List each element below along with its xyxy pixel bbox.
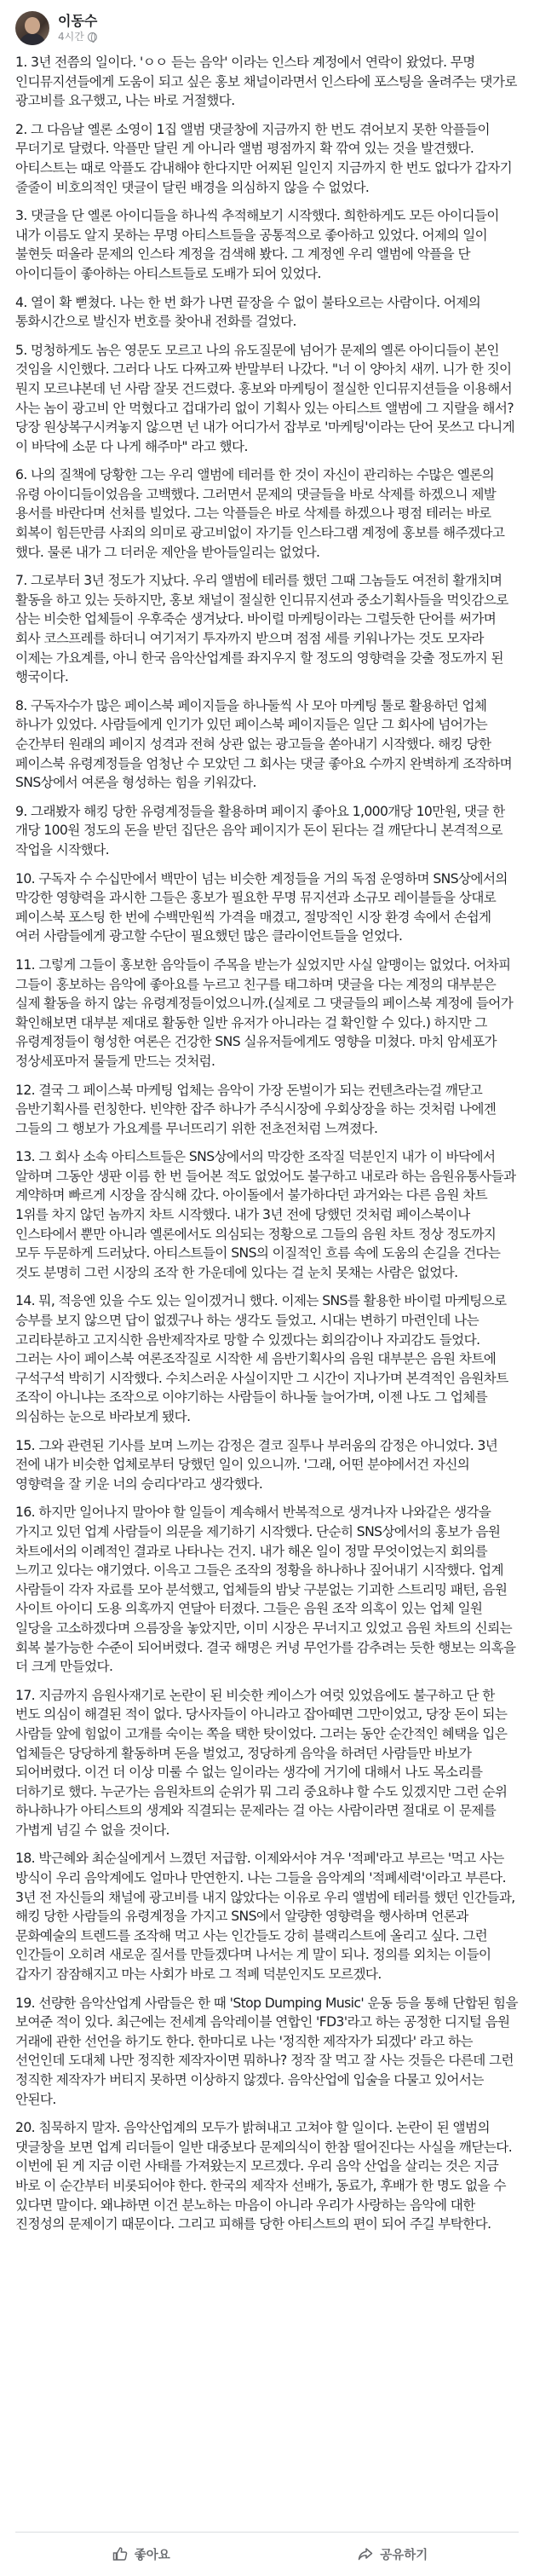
- post-paragraph: 20. 침묵하지 말자. 음악산업계의 모두가 밝혀내고 고쳐야 할 일이다. 논란이 된 앨범의 댓글창을 보면 업계 리더들이 일반 대중보다 문제의식이 한참 떨어진다는 사실을 깨닫는다. 이번에 된 게 지금 이런 사태를 가져왔는지 모르겠다. 우리 음악 산업을 살리는 것은 지금 바로 이 순간부터 비롯되어야 한다. 한국의 제작자 선배가, 동료가, 후배가 한 명도 없을 수 있다면 말이다. 왜냐하면 이건 분노하는 마음이 아니라 우리가 사랑하는 음악에 대한 진정성의 문제이기 때문이다. 그리고 피해를 당한 아티스트의 편이 되어 주길 부탁한다.: [15, 2120, 513, 2232]
- post-paragraph: 19. 선량한 음악산업계 사람들은 한 때 'Stop Dumping Music' 운동 등을 통해 단합된 힘을 보여준 적이 있다. 최근에는 전세계 음악레이블 연합인 'FD3'라고 하는 공정한 디지털 음원 거래에 관한 선언을 하기도 한다. 한마디로 나는 '정직한 제작자가 되겠다' 라고 하는 선언인데 도대체 나만 정직한 제작자이면 뭐하나? 정작 잘 먹고 잘 사는 것들은 다른데 그런 정직한 제작자가 버티지 못하면 이상하지 않겠다. 음악산업에 입술을 다물고 있어서는 안된다.: [15, 1995, 518, 2107]
- post-paragraph: 14. 뭐, 적응엔 있을 수도 있는 일이겠거니 했다. 이제는 SNS를 활용한 바이럴 마케팅으로 승부를 보지 않으면 답이 없겠구나 하는 생각도 들었고. 시대는 변하기 마련인데 나는 고리타분하고 고지식한 음반제작자로 망할 수 있겠다는 회의감이나 자괴감도 들었다. 그러는 사이 페이스북 여론조작질로 시작한 세 음반기획사의 음원 대부분은 음원 차트에 구석구석 박히기 시작했다. 수치스러운 사실이지만 그 시간이 지나가며 본격적인 음원차트 조작이 아니냐는 조작으로 이야기하는 사람들이 하나둘 늘어가며, 이젠 나도 그 업체를 의심하는 눈으로 바라보게 됐다.: [15, 1293, 508, 1424]
- globe-icon: [88, 32, 97, 42]
- post-paragraph: 3. 댓글을 단 옐론 아이디들을 하나씩 추적해보기 시작했다. 희한하게도 모든 아이디들이 내가 이름도 알지 못하는 무명 아티스트들을 공통적으로 좋아하고 있었다. 어제의 일이 불현듯 떠올라 문제의 인스타 계정을 검색해 봤다. 그 계정엔 우리 앨범에 악플을 단 아이디들이 좋아하는 아티스트들로 도배가 되어 있었다.: [15, 208, 499, 281]
- post-body: [15, 53, 519, 2234]
- post-paragraph: 9. 그래봤자 해킹 당한 유령계정들을 활용하며 페이지 좋아요 1,000개당 10만원, 댓글 한 개당 100원 정도의 돈을 받던 집단은 음악 페이지가 돈이 된다는 걸 깨닫다니 본격적으로 작업을 시작했다.: [15, 803, 505, 858]
- author-avatar[interactable]: [15, 11, 49, 45]
- post-paragraph: 2. 그 다음날 옐론 소영이 1집 앨범 댓글창에 지금까지 한 번도 겪어보지 못한 악플들이 무더기로 달렸다. 악플만 달린 게 아니라 앨범 평점까지 확 깎여 있는 것을 발견했다. 아티스트는 때로 악플도 감내해야 한다지만 어찌된 일인지 지금까지 한 번도 없다가 갑자기 줄줄이 비호의적인 댓글이 달린 배경을 의심하지 않을 수 없었다.: [15, 121, 513, 195]
- post-paragraph: 16. 하지만 일어나지 말아야 할 일들이 계속해서 반복적으로 생겨나자 나와같은 생각을 가지고 있던 업계 사람들이 의문을 제기하기 시작했다. 단순히 SNS상에서의 홍보가 음원 차트에서의 이례적인 결과로 나타나는 건지. 내가 해온 일이 정말 무엇이었는지 회의를 느끼고 있다는 얘기였다. 이윽고 그들은 조작의 정황을 하나하나 짚어내기 시작했다. 업계 사람들이 각자 자료를 모아 분석했고, 업체들의 밤낮 구분없는 기괴한 스트리밍 패턴, 음원 사이트 아이디 도용 의혹까지 연달아 터졌다. 그들은 음원 조작 의혹이 있는 업체 일원 일당을 고소하겠다며 으름장을 놓았지만, 이미 시장은 무너지고 있었고 음원 차트의 신뢰는 회복 불가능한 수준이 되어버렸다. 결국 해명은 커녕 무언가를 감추려는 듯한 행보는 의혹을 더 크게 만들었다.: [15, 1505, 516, 1675]
- share-button[interactable]: [267, 2535, 520, 2573]
- post-meta: [58, 13, 97, 43]
- actions-divider: [15, 2532, 519, 2533]
- post-paragraph: 11. 그렇게 그들이 홍보한 음악들이 주목을 받는가 싶었지만 사실 알맹이는 없었다. 어차피 그들이 홍보하는 음악에 좋아요를 누르고 친구를 태그하며 댓글을 다는 계정의 대부분은 실제 활동을 하지 않는 유령계정들이었으니까.(실제로 그 댓글들의 페이스북 계정에 들어가 확인해보면 대부분 제대로 활동한 일반 유저가 아니라는 걸 확인할 수 있다.) 하지만 그 유령계정들이 형성한 여론은 건강한 SNS 실유저들에게도 영향을 미쳤다. 마치 암세포가 정상세포마저 물들게 만드는 것처럼.: [15, 956, 514, 1069]
- post-paragraph: 13. 그 회사 소속 아티스트들은 SNS상에서의 막강한 조작질 덕분인지 내가 이 바닥에서 알하며 그동안 생판 이름 한 번 들어본 적도 없었어도 불구하고 내로라 하는 음원유통사들과 계약하며 빠르게 시장을 잠식해 갔다. 아이돌에서 불가하다던 과거와는 다른 음원 차트 1위를 차지 않던 놈까지 차트 시작했다. 내가 3년 전에 당했던 것처럼 페이스북이나 인스타에서 뿐만 아니라 옐론에서도 의심되는 정황으로 그들의 음원 차트 정상 정도까지 모두 두문하게 드러났다. 아티스트들이 SNS의 이질적인 흐름 속에 도움의 손길을 건다는 것도 분명히 그런 시장의 조작 한 가운데에 있다는 걸 눈치 못채는 사람은 없었다.: [15, 1149, 516, 1280]
- like-label: 좋아요: [134, 2548, 170, 2562]
- post-paragraph: 7. 그로부터 3년 정도가 지났다. 우리 앨범에 테러를 했던 그때 그놈들도 여전히 활개치며 활동을 하고 있는 듯하지만, 홍보 채널이 절실한 인디뮤지션과 중소기획사들을 먹잇감으로 삼는 비슷한 업체들이 우후죽순 생겨났다. 바이럴 마케팅이라는 그럴듯한 단어를 써가며 회사 코스프레를 하더니 여기저기 투자까지 받으며 점점 세를 키워나가는 것도 모자라 이제는 가요계를, 아니 한국 음악산업계를 좌지우지 할 정도의 영향력을 갖출 정도까지 된 행국이다.: [15, 573, 508, 685]
- post-paragraph: 4. 열이 확 뻗쳤다. 나는 한 번 화가 나면 끝장을 수 없이 불타오르는 사람이다. 어제의 통화시간으로 발신자 번호를 찾아내 전화를 걸었다.: [15, 294, 481, 330]
- like-button[interactable]: [15, 2535, 267, 2573]
- post-paragraph: 8. 구독자수가 많은 페이스북 페이지들을 하나둘씩 사 모아 마케팅 툴로 활용하던 업체 하나가 있었다. 사람들에게 인기가 있던 페이스북 페이지들은 일단 그 회사에 넘어가는 순간부터 원래의 페이지 성격과 전혀 상관 없는 광고들을 쏟아내기 시작했다. 해킹 당한 페이스북 유령계정들을 엄청난 수 모았던 그 회사는 댓글 좋아요 수까지 완벽하게 조작하며 SNS상에서 여론을 형성하는 힘을 키워갔다.: [15, 697, 513, 791]
- post-paragraph: 6. 나의 질책에 당황한 그는 우리 앨범에 테러를 한 것이 자신이 관리하는 수많은 옐론의 유령 아이디들이었음을 고백했다. 그러면서 문제의 댓글들을 바로 삭제를 하겠으니 제발 용서를 바란다며 선처를 빌었다. 그는 악플들은 바로 삭제를 하겠으나 평점 테러는 바로 회복이 힘든만큼 사죄의 의미로 광고비없이 자기들 인스타그램 계정에 홍보를 해주겠다고 했다. 물론 내가 그 더러운 제안을 받아들일리는 없었다.: [15, 467, 505, 560]
- post-paragraph: 12. 결국 그 페이스북 마케팅 업체는 음악이 가장 돈벌이가 되는 컨텐츠라는걸 깨닫고 음반기획사를 런칭한다. 빈약한 잡주 하나가 주식시장에 우회상장을 하는 것처럼 나에겐 그들의 그 행보가 가요계를 무너뜨리기 위한 전초전처럼 느껴졌다.: [15, 1082, 497, 1136]
- share-icon: [358, 2546, 373, 2562]
- post-actions-bar: [15, 2535, 519, 2573]
- post-timestamp[interactable]: 4시간: [58, 31, 84, 43]
- share-label: 공유하기: [380, 2548, 428, 2562]
- post-paragraph: 10. 구독자 수 수십만에서 백만이 넘는 비슷한 계정들을 거의 독점 운영하며 SNS상에서의 막강한 영향력을 과시한 그들은 홍보가 필요한 무명 뮤지션과 소규모 레이블들을 상대로 페이스북 포스팅 한 번에 수백만원씩 가격을 매겼고, 절망적인 시장 환경 속에서 손쉽게 여러 사람들에게 광고할 수단이 필요했던 많은 클라이언트들을 얻었다.: [15, 870, 508, 944]
- thumbs-up-icon: [112, 2546, 128, 2562]
- post-paragraph: 5. 멍청하게도 놈은 영문도 모르고 나의 유도질문에 넘어가 문제의 옐론 아이디들이 본인 것임을 시인했다. 그러다 나도 다짜고짜 반말부터 나갔다. "너 이 양아치 새끼. 니가 한 짓이 뭔지 모르냐본데 넌 사람 잘못 건드렸다. 홍보와 마케팅이 절실한 인디뮤지션들을 이용해서 사는 놈이 광고비 안 먹혔다고 겁대가리 없이 기획사 있는 아티스트 앨범에 그 지랄을 해서? 당장 원상복구시켜놓지 않으면 넌 내가 어디가서 잡부로 '마케팅'이라는 단어 못쓰고 다니게 이 바닥에 소문 다 나게 해주마" 라고 했다.: [15, 342, 515, 454]
- author-name[interactable]: 이동수: [58, 13, 98, 29]
- post-paragraph: 15. 그와 관련된 기사를 보며 느끼는 감정은 결코 질투나 부러움의 감정은 아니었다. 3년 전에 내가 비슷한 업체로부터 당했던 일이 있으니까. '그래, 어떤 분야에서건 자신의 영향력을 잘 키운 너의 승리다'라고 생각했다.: [15, 1437, 498, 1492]
- post-paragraph: 17. 지금까지 음원사재기로 논란이 된 비슷한 케이스가 여럿 있었음에도 불구하고 단 한 번도 의심이 해결된 적이 없다. 당사자들이 아니라고 잡아떼면 그만이었고, 당장 돈이 되는 사람들 앞에 힘없이 고개를 숙이는 쪽을 택한 탓이었다. 그러는 동안 순간적인 혜택을 입은 업체들은 당당하게 활동하며 돈을 벌었고, 정당하게 음악을 하려던 사람들만 바보가 되어버렸다. 이건 더 이상 미룰 수 없는 일이라는 생각에 거기에 대해서 나도 목소리를 더하기로 했다. 누군가는 음원차트의 순위가 뭐 그리 중요하냐 할 수도 있겠지만 그런 순위 하나하나가 아티스트의 생계와 직결되는 문제라는 걸 아는 사람이라면 절대로 이 문제를 가볍게 넘길 수 없을 것이다.: [15, 1687, 508, 1838]
- post-paragraph: 1. 3년 전쯤의 일이다. 'ㅇㅇ 듣는 음악' 이라는 인스타 계정에서 연락이 왔었다. 무명 인디뮤지션들에게 도움이 되고 싶은 홍보 채널이라면서 인스타에 포스팅을 올려주는 댓가로 광고비를 요구했고, 나는 바로 거절했다.: [15, 55, 517, 109]
- post-time-row: [58, 30, 97, 43]
- post-paragraph: 18. 박근혜와 최순실에게서 느꼈던 저급함. 이제와서야 겨우 '적폐'라고 부르는 '먹고 사는 방식이 우리 음악계에도 얼마나 만연한지. 나는 그들을 음악계의 '적폐세력'이라고 부른다. 3년 전 자신들의 채널에 광고비를 내지 않았다는 이유로 우리 앨범에 테러를 했던 인간들과, 해킹 당한 사람들의 유령계정을 가지고 SNS에서 알량한 영향력을 행사하며 언론과 문화예술의 트렌드를 조작해 먹고 사는 인간들도 강히 블랙리스트에 올리고 싶다. 그런 인간들이 오히려 새로운 질서를 만들겠다며 나서는 게 말이 되나. 정의를 외치는 이들이 갑자기 잠잠해지고 마는 사회가 바로 그 적폐 덕분인지도 모르겠다.: [15, 1851, 515, 1983]
- post-header: [15, 0, 519, 53]
